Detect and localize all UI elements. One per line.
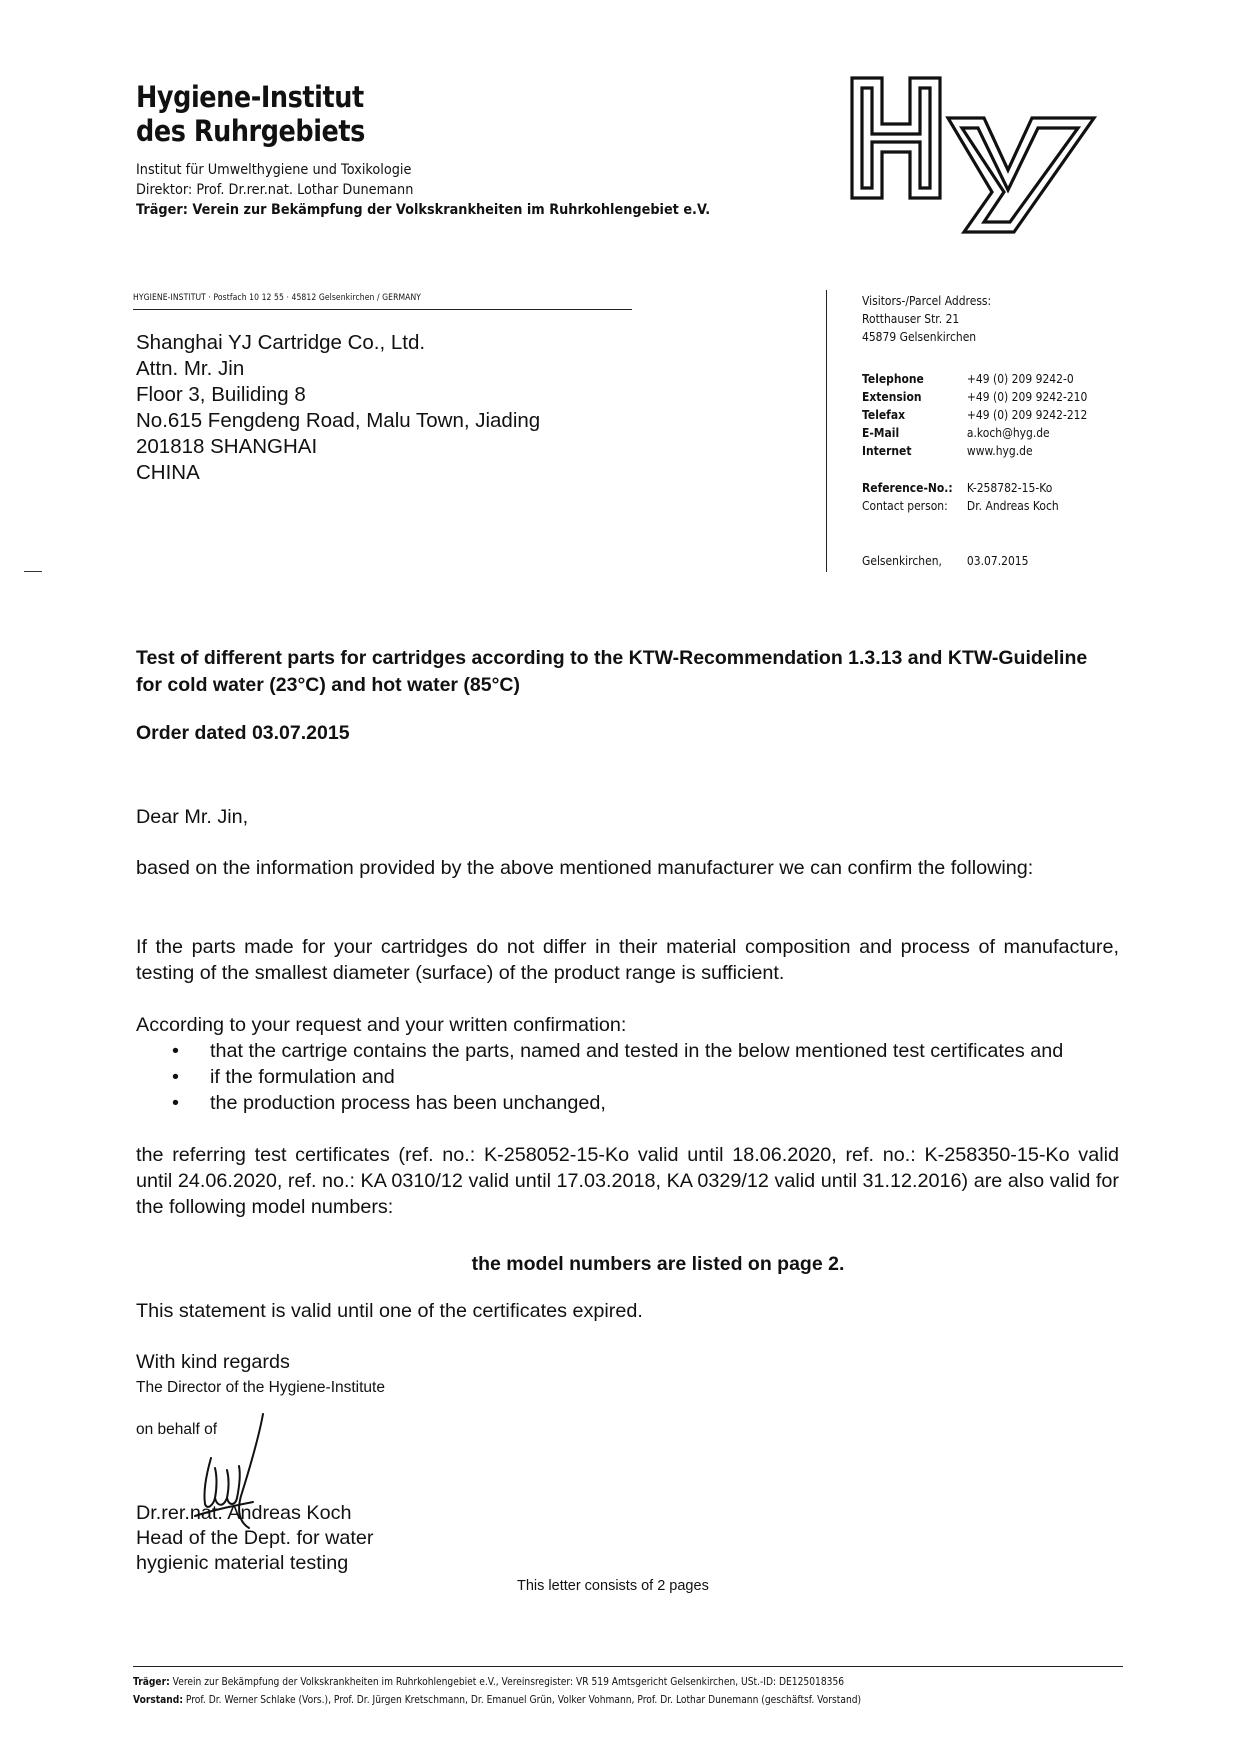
extension-label: Extension bbox=[862, 389, 922, 404]
telephone-value: +49 (0) 209 9242-0 bbox=[966, 371, 1074, 386]
date-row bbox=[862, 552, 1028, 570]
recipient-address bbox=[136, 330, 540, 486]
footer-carrier-text: Verein zur Bekämpfung der Volkskrankheiten im Ruhrkohlengebiet e.V., Vereinsregister: VR 519 Amtsgericht Gelsenkirchen, USt.-ID: DE125018356 bbox=[172, 1675, 845, 1688]
recipient-line: Shanghai YJ Cartridge Co., Ltd. bbox=[136, 331, 426, 354]
footer-carrier-label: Träger: bbox=[133, 1675, 170, 1688]
list-item-text: the production process has been unchanged, bbox=[210, 1092, 606, 1114]
telefax-value: +49 (0) 209 9242-212 bbox=[966, 407, 1088, 422]
extension-row bbox=[862, 388, 1087, 406]
date-line bbox=[862, 552, 1028, 570]
bullet: • bbox=[172, 1066, 179, 1088]
bullet: • bbox=[172, 1092, 179, 1114]
telefax-label: Telefax bbox=[862, 407, 906, 422]
place-label: Gelsenkirchen, bbox=[862, 553, 942, 568]
list-item-text: if the formulation and bbox=[210, 1066, 395, 1088]
return-address: HYGIENE-INSTITUT · Postfach 10 12 55 · 45812 Gelsenkirchen / GERMANY bbox=[133, 293, 422, 303]
letter-date: 03.07.2015 bbox=[966, 553, 1029, 568]
hy-logo bbox=[848, 74, 1100, 236]
email-value: a.koch@hyg.de bbox=[966, 425, 1050, 440]
footer-board-label: Vorstand: bbox=[133, 1693, 183, 1706]
logo-text: Hy bbox=[848, 74, 850, 75]
institute-subtitle: Institut für Umwelthygiene und Toxikologie bbox=[136, 162, 412, 178]
email-label: E-Mail bbox=[862, 425, 900, 440]
contact-person-row bbox=[862, 497, 1059, 515]
footer-board-row bbox=[133, 1691, 861, 1709]
signer-title-line1: Head of the Dept. for water bbox=[136, 1527, 374, 1549]
institute-name-line2: des Ruhrgebiets bbox=[136, 114, 365, 148]
list-item bbox=[136, 1090, 1119, 1116]
contact-person-label: Contact person: bbox=[862, 498, 948, 513]
info-divider bbox=[826, 290, 827, 572]
telephone-row bbox=[862, 370, 1087, 388]
fold-mark bbox=[24, 571, 42, 572]
internet-row bbox=[862, 442, 1087, 460]
list-item-text: that the cartrige contains the parts, named and tested in the below mentioned test certificates and bbox=[210, 1040, 1064, 1062]
director-line: The Director of the Hygiene-Institute bbox=[136, 1379, 385, 1396]
recipient-line: Attn. Mr. Jin bbox=[136, 357, 245, 380]
paragraph-certificates: the referring test certificates (ref. no.: K-258052-15-Ko valid until 18.06.2020, ref. no.: K-258350-15-Ko valid until 24.06.2020, ref. no.: KA 0310/12 valid until 17.03.2018, KA 0329/12 valid until 31.12.2016) are also valid for the following model numbers: bbox=[136, 1144, 1119, 1218]
list-item bbox=[136, 1038, 1119, 1064]
paragraph-conditions: If the parts made for your cartridges do not differ in their material composition and process of manufacture, testing of the smallest diameter (surface) of the product range is sufficient. bbox=[136, 936, 1119, 984]
closing: With kind regards bbox=[136, 1351, 290, 1373]
footer-carrier-row bbox=[133, 1673, 861, 1691]
return-address-divider bbox=[133, 309, 632, 310]
signer-title-line2: hygienic material testing bbox=[136, 1552, 349, 1574]
bullet: • bbox=[172, 1040, 179, 1062]
page-count-note: This letter consists of 2 pages bbox=[517, 1578, 709, 1594]
model-numbers-note: the model numbers are listed on page 2. bbox=[471, 1253, 845, 1275]
institute-details bbox=[136, 160, 710, 220]
recipient-line: 201818 SHANGHAI bbox=[136, 435, 318, 458]
footer-divider bbox=[133, 1666, 1123, 1667]
reference-details bbox=[862, 479, 1059, 515]
letter-subject: Test of different parts for cartridges according to the KTW-Recommendation 1.3.13 and KTW-Guideline for cold water (23°C) and hot water (85°C) bbox=[136, 647, 1088, 696]
condition-list bbox=[136, 1038, 1119, 1116]
reference-value: K-258782-15-Ko bbox=[966, 480, 1053, 495]
footer-board-text: Prof. Dr. Werner Schlake (Vors.), Prof. Dr. Jürgen Kretschmann, Dr. Emanuel Grün, Volker Vohmann, Prof. Dr. Lothar Dunemann (geschäftsf. Vorstand) bbox=[185, 1693, 862, 1706]
salutation: Dear Mr. Jin, bbox=[136, 806, 249, 828]
recipient-line: CHINA bbox=[136, 461, 200, 484]
list-item bbox=[136, 1064, 1119, 1090]
telephone-label: Telephone bbox=[862, 371, 924, 386]
visitor-address bbox=[862, 292, 991, 346]
reference-label: Reference-No.: bbox=[862, 480, 953, 495]
contact-details bbox=[862, 370, 1087, 460]
visitor-street: Rotthauser Str. 21 bbox=[862, 311, 960, 326]
footer bbox=[133, 1673, 861, 1709]
order-date: Order dated 03.07.2015 bbox=[136, 722, 350, 744]
reference-row bbox=[862, 479, 1059, 497]
validity-statement: This statement is valid until one of the certificates expired. bbox=[136, 1300, 643, 1322]
visitor-address-label: Visitors-/Parcel Address: bbox=[862, 293, 992, 308]
visitor-city: 45879 Gelsenkirchen bbox=[862, 329, 977, 344]
paragraph-request: According to your request and your written confirmation: bbox=[136, 1014, 627, 1036]
email-row bbox=[862, 424, 1087, 442]
institute-name bbox=[136, 80, 365, 148]
institute-director: Direktor: Prof. Dr.rer.nat. Lothar Dunemann bbox=[136, 182, 414, 198]
paragraph-confirmation: based on the information provided by the above mentioned manufacturer we can confirm the following: bbox=[136, 857, 1034, 879]
contact-person-value: Dr. Andreas Koch bbox=[966, 498, 1059, 513]
institute-name-line1: Hygiene-Institut bbox=[136, 80, 364, 114]
signer-name: Dr.rer.nat. Andreas Koch bbox=[136, 1502, 352, 1524]
telefax-row bbox=[862, 406, 1087, 424]
recipient-line: No.615 Fengdeng Road, Malu Town, Jiading bbox=[136, 409, 541, 432]
on-behalf-of: on behalf of bbox=[136, 1421, 218, 1438]
internet-label: Internet bbox=[862, 443, 912, 458]
recipient-line: Floor 3, Builiding 8 bbox=[136, 383, 306, 406]
internet-value: www.hyg.de bbox=[966, 443, 1033, 458]
institute-carrier: Träger: Verein zur Bekämpfung der Volkskrankheiten im Ruhrkohlengebiet e.V. bbox=[136, 202, 711, 218]
extension-value: +49 (0) 209 9242-210 bbox=[966, 389, 1088, 404]
